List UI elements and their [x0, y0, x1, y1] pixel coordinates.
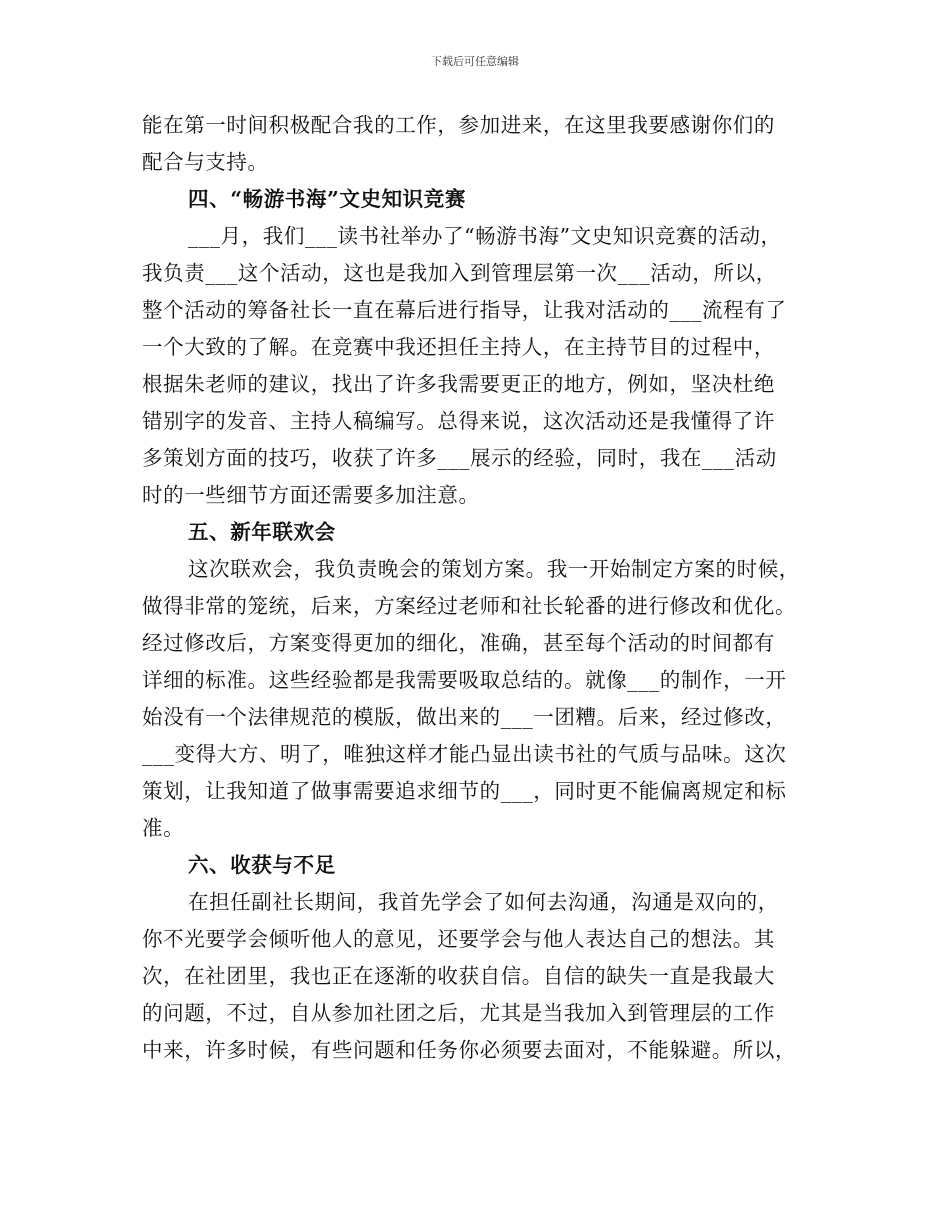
section-heading: 四、“畅游书海”文史知识竞赛: [188, 187, 466, 211]
text-line: 次，在社团里，我也正在逐渐的收获自信。自信的缺失一直是我最大: [142, 964, 775, 988]
text-line: 详细的标准。这些经验都是我需要吸取总结的。就像___的制作，一开: [142, 668, 787, 692]
text-line: 一个大致的了解。在竞赛中我还担任主持人，在主持节目的过程中，: [142, 335, 775, 359]
text-line: 这次联欢会，我负责晚会的策划方案。我一开始制定方案的时候，: [188, 557, 800, 581]
text-line: 能在第一时间积极配合我的工作，参加进来，在这里我要感谢你们的: [142, 113, 775, 137]
text-line: 始没有一个法律规范的模版，做出来的___一团糟。后来，经过修改，: [142, 705, 787, 729]
text-line: 多策划方面的技巧，收获了许多___展示的经验，同时，我在___活动: [142, 446, 777, 470]
text-line: 你不光要学会倾听他人的意见，还要学会与他人表达自己的想法。其: [142, 927, 775, 951]
text-line: 做得非常的笼统，后来，方案经过老师和社长轮番的进行修改和优化。: [142, 594, 797, 618]
section-heading: 六、收获与不足: [188, 853, 336, 877]
section-heading: 五、新年联欢会: [188, 520, 336, 544]
text-line: 我负责___这个活动，这也是我加入到管理层第一次___活动，所以，: [142, 261, 777, 285]
text-line: 时的一些细节方面还需要多加注意。: [142, 483, 480, 507]
text-line: 根据朱老师的建议，找出了许多我需要更正的地方，例如，坚决杜绝: [142, 372, 775, 396]
text-line: 策划，让我知道了做事需要追求细节的___，同时更不能偏离规定和标: [142, 779, 787, 803]
text-line: ___月，我们___读书社举办了“畅游书海”文史知识竞赛的活动，: [188, 224, 782, 248]
document-body: [142, 107, 822, 1069]
text-line: ___变得大方、明了，唯独这样才能凸显出读书社的气质与品味。这次: [142, 742, 787, 766]
text-line: 在担任副社长期间，我首先学会了如何去沟通，沟通是双向的，: [188, 890, 779, 914]
page-header: 下载后可任意编辑: [431, 55, 519, 68]
text-line: 的问题，不过，自从参加社团之后，尤其是当我加入到管理层的工作: [142, 1001, 775, 1025]
text-line: 中来，许多时候，有些问题和任务你必须要去面对，不能躲避。所以，: [142, 1038, 797, 1062]
text-line: 配合与支持。: [142, 150, 269, 174]
text-line: 错别字的发音、主持人稿编写。总得来说，这次活动还是我懂得了许: [142, 409, 775, 433]
text-line: 整个活动的筹备社长一直在幕后进行指导，让我对活动的___流程有了: [142, 298, 787, 322]
text-line: 准。: [142, 816, 185, 840]
text-line: 经过修改后，方案变得更加的细化，准确，甚至每个活动的时间都有: [142, 631, 775, 655]
